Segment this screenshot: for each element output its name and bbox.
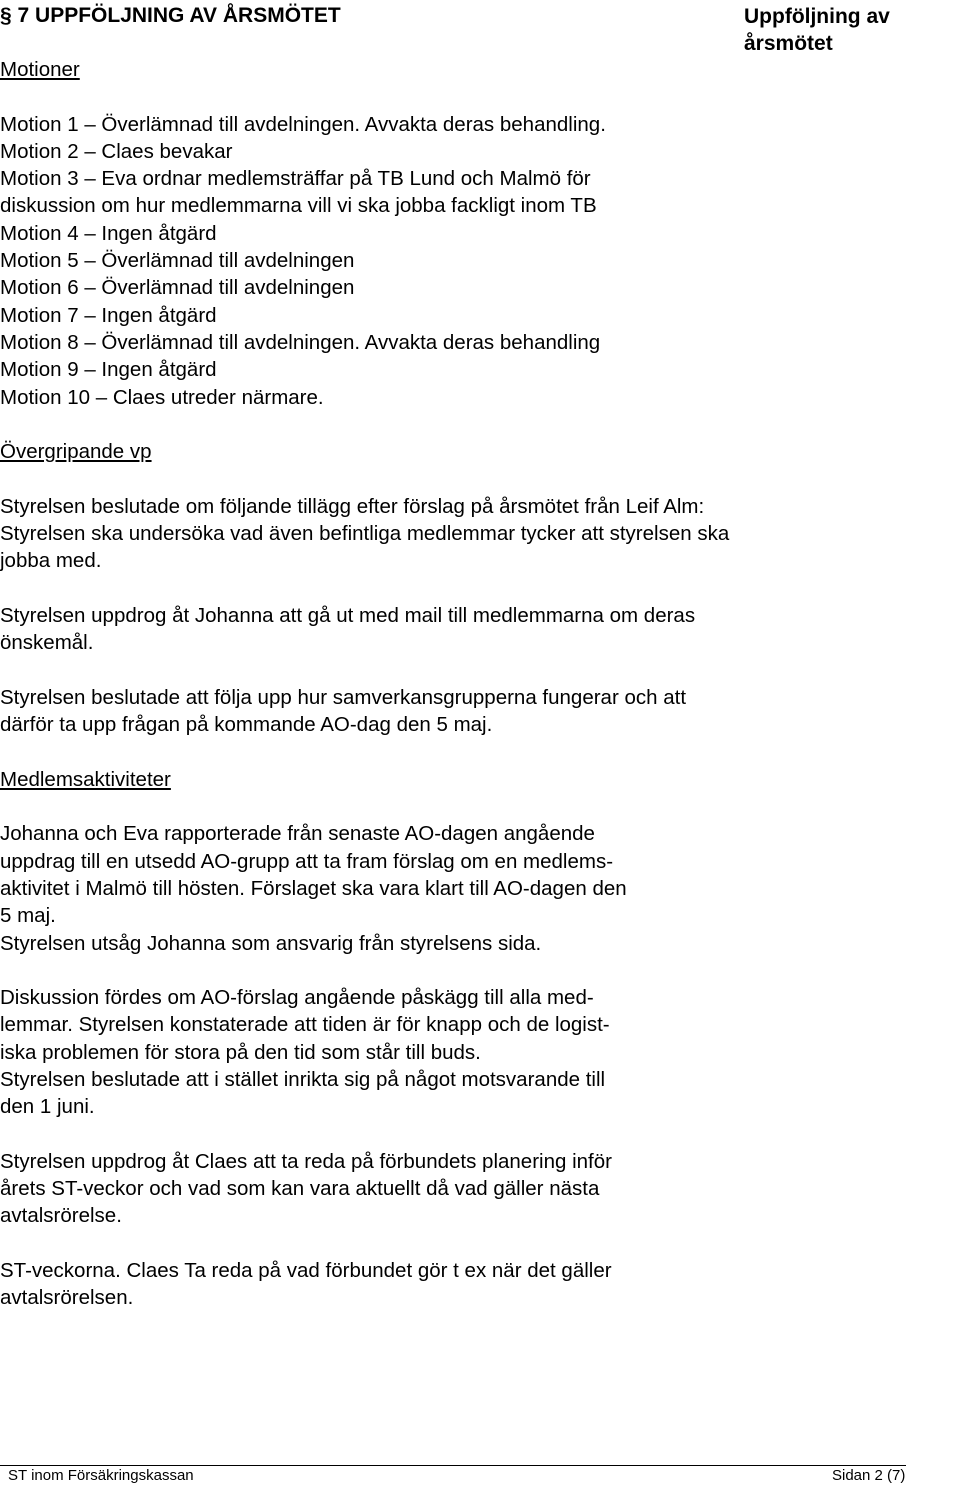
motion-line: Motion 10 – Claes utreder närmare.: [0, 385, 324, 409]
medlemsaktiviteter-paragraph: Diskussion fördes om AO-förslag angående påskägg till alla med- lemmar. Styrelsen konstaterade att tiden är för knapp och de logist- iska problemen för stora på den tid som står till buds. Styrelsen beslutade att i stället inrikta sig på något motsvarande till den 1 juni.: [0, 986, 610, 1119]
sidebar-label: Uppföljning av årsmötet: [744, 5, 890, 55]
motion-line: Motion 1 – Överlämnad till avdelningen. Avvakta deras behandling.: [0, 112, 606, 136]
motion-line: Motion 5 – Överlämnad till avdelningen: [0, 249, 355, 273]
medlemsaktiviteter-paragraph: Styrelsen uppdrog åt Claes att ta reda på förbundets planering inför årets ST-veckor och vad som kan vara aktuellt då vad gäller nästa avtalsrörelse.: [0, 1149, 612, 1228]
overgripande-title: Övergripande vp: [0, 440, 152, 464]
motion-line: Motion 4 – Ingen åtgärd: [0, 221, 217, 245]
footer-organization: ST inom Försäkringskassan: [8, 1467, 194, 1484]
motion-line: Motion 7 – Ingen åtgärd: [0, 303, 217, 327]
motion-line: diskussion om hur medlemmarna vill vi ska jobba fackligt inom TB: [0, 194, 597, 218]
motion-line: Motion 3 – Eva ordnar medlemsträffar på TB Lund och Malmö för: [0, 167, 591, 191]
motioner-list: [0, 111, 740, 411]
section-heading: § 7 UPPFÖLJNING AV ÅRSMÖTET: [0, 4, 341, 27]
overgripande-paragraph: Styrelsen beslutade att följa upp hur samverkansgrupperna fungerar och att därför ta upp frågan på kommande AO-dag den 5 maj.: [0, 685, 687, 737]
motion-line: Motion 2 – Claes bevakar: [0, 139, 233, 163]
motion-line: Motion 8 – Överlämnad till avdelningen. Avvakta deras behandling: [0, 330, 601, 354]
medlemsaktiviteter-paragraph: Johanna och Eva rapporterade från senaste AO-dagen angående uppdrag till en utsedd AO-grupp att ta fram förslag om en medlems- aktivitet i Malmö till hösten. Förslaget ska vara klart till AO-dagen den 5 maj. Styrelsen utsåg Johanna som ansvarig från styrelsens sida.: [0, 822, 627, 955]
footer-page-number: Sidan 2 (7): [832, 1467, 906, 1484]
medlemsaktiviteter-title: Medlemsaktiviteter: [0, 767, 171, 791]
medlemsaktiviteter-paragraph: ST-veckorna. Claes Ta reda på vad förbundet gör t ex när det gäller avtalsrörelsen.: [0, 1259, 612, 1310]
overgripande-paragraph: Styrelsen beslutade om följande tillägg efter förslag på årsmötet från Leif Alm: Styrelsen ska undersöka vad även befintliga medlemmar tycker att styrelsen ska jobba med.: [0, 494, 730, 573]
motion-line: Motion 6 – Överlämnad till avdelningen: [0, 276, 355, 300]
overgripande-paragraph: Styrelsen uppdrog åt Johanna att gå ut med mail till medlemmarna om deras önskemål.: [0, 603, 696, 655]
motioner-title: Motioner: [0, 58, 80, 81]
document-body: [0, 56, 740, 1339]
motion-line: Motion 9 – Ingen åtgärd: [0, 358, 217, 382]
footer-divider: [0, 1465, 906, 1466]
